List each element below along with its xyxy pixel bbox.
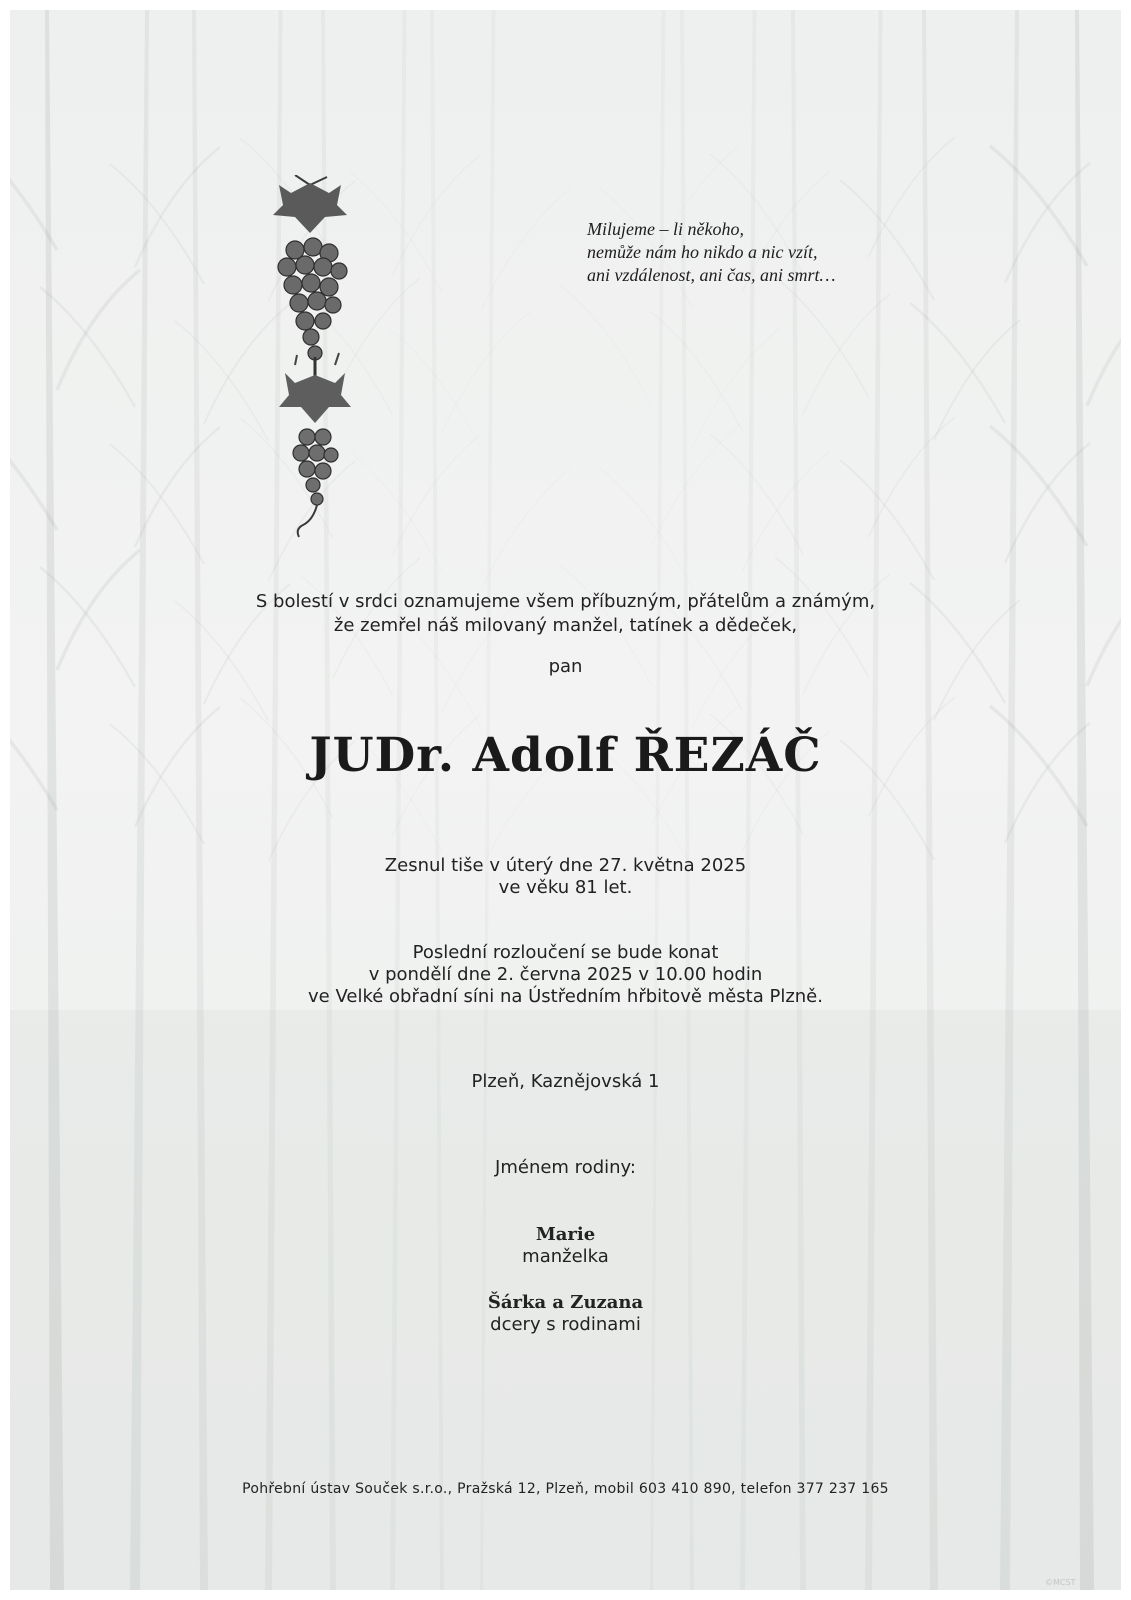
memorial-quote (587, 218, 907, 287)
mourner-relation: manželka (522, 1246, 609, 1267)
salutation: pan (548, 656, 583, 677)
mourner-name: Marie (535, 1224, 596, 1245)
mourner-entry (0, 1224, 1131, 1268)
grape-vine-icon (255, 175, 365, 545)
quote-line: nemůže nám ho nikdo a nic vzít, (587, 242, 818, 262)
announcement-line: že zemřel náš milovaný manžel, tatínek a dědeček, (333, 615, 798, 636)
death-details (0, 855, 1131, 899)
funeral-line: Poslední rozloučení se bude konat (412, 942, 719, 963)
quote-line: Milujeme – li někoho, (587, 219, 744, 239)
death-line: ve věku 81 let. (498, 877, 633, 898)
announcement-line: S bolestí v srdci oznamujeme všem příbuzným, přátelům a známým, (255, 591, 876, 612)
funeral-line: ve Velké obřadní síni na Ústředním hřbitově města Plzně. (308, 986, 823, 1007)
funeral-home-footer: Pohřební ústav Souček s.r.o., Pražská 12, Plzeň, mobil 603 410 890, telefon 377 237 165 (242, 1481, 889, 1497)
family-intro: Jménem rodiny: (495, 1157, 636, 1178)
mourner-relation: dcery s rodinami (490, 1314, 641, 1335)
announcement-text (0, 590, 1131, 638)
death-line: Zesnul tiše v úterý dne 27. května 2025 (384, 855, 747, 876)
funeral-line: v pondělí dne 2. června 2025 v 10.00 hodin (368, 964, 763, 985)
family-address: Plzeň, Kaznějovská 1 (471, 1071, 660, 1092)
quote-line: ani vzdálenost, ani čas, ani smrt… (587, 265, 836, 285)
mourner-name: Šárka a Zuzana (487, 1292, 644, 1313)
funeral-details (0, 942, 1131, 1008)
deceased-name: JUDr. Adolf ŘEZÁČ (309, 728, 822, 783)
forest-alley-background (10, 10, 1121, 1590)
watermark: ©MCST (1045, 1578, 1076, 1587)
mourner-entry (0, 1292, 1131, 1336)
tree-silhouettes (10, 10, 1121, 1590)
